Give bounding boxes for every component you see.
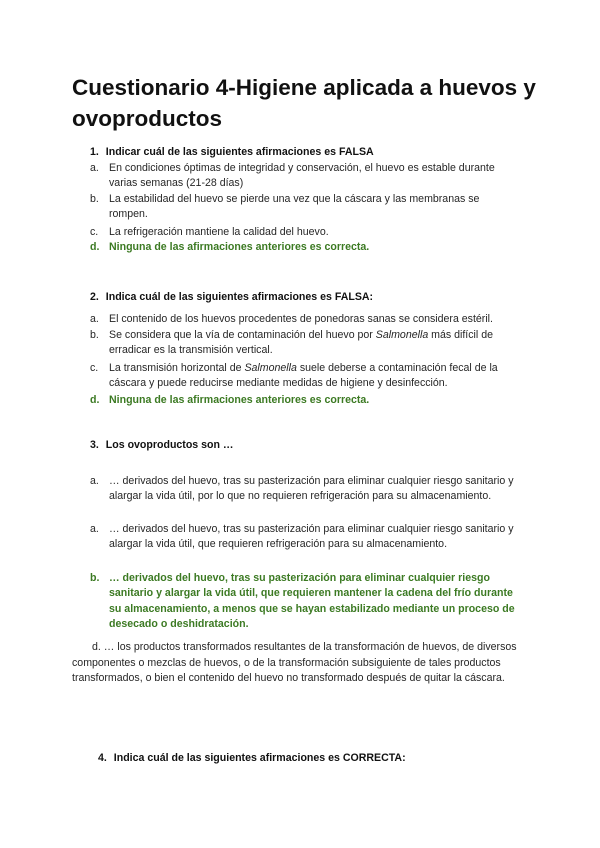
option-2a bbox=[90, 312, 520, 327]
option-text: La estabilidad del huevo se pierde una vez que la cáscara y las membranas se rompen. bbox=[109, 193, 480, 221]
option-1b bbox=[90, 192, 520, 223]
question-number: 3. bbox=[90, 439, 99, 451]
question-text: Los ovoproductos son … bbox=[105, 439, 234, 451]
option-text: … los productos transformados resultantes de la transformación de huevos, de diversos componentes o mezclas de huevos, o de la transformación subsiguiente de tales productos transformados, o bien el contenido del huevo no transformado después de quitar la cáscara. bbox=[72, 641, 517, 685]
option-3d bbox=[72, 640, 524, 687]
option-2d-correct bbox=[90, 393, 520, 408]
question-number: 4. bbox=[98, 752, 107, 764]
option-text-italic: Salmonella bbox=[244, 362, 297, 374]
option-text bbox=[109, 328, 520, 359]
option-text: … derivados del huevo, tras su pasterización para eliminar cualquier riesgo sanitario y alargar la vida útil, por lo que no requieren refrigeración para su almacenamiento. bbox=[109, 475, 514, 503]
option-letter: d. bbox=[90, 394, 100, 406]
question-number: 1. bbox=[90, 146, 99, 158]
option-letter: c. bbox=[90, 362, 99, 374]
question-1 bbox=[90, 145, 374, 159]
question-text: Indica cuál de las siguientes afirmaciones es CORRECTA: bbox=[113, 752, 406, 764]
option-1d-correct bbox=[90, 240, 520, 255]
option-letter: a. bbox=[90, 313, 99, 325]
question-2 bbox=[90, 290, 373, 304]
option-text: … derivados del huevo, tras su pasterización para eliminar cualquier riesgo sanitario y alargar la vida útil, que requieren refrigeración para su almacenamiento. bbox=[109, 523, 514, 551]
option-text: La refrigeración mantiene la calidad del huevo. bbox=[109, 226, 329, 238]
option-letter: c. bbox=[90, 226, 99, 238]
option-text: Ninguna de las afirmaciones anteriores es correcta. bbox=[109, 394, 370, 406]
option-letter: b. bbox=[90, 193, 99, 205]
option-1a bbox=[90, 161, 520, 192]
option-letter: b. bbox=[90, 329, 99, 341]
option-text-part: suele deberse a contaminación fecal de la cáscara y puede reducirse mediante medidas de higiene y desinfección. bbox=[109, 362, 498, 390]
option-letter: a. bbox=[90, 162, 99, 174]
question-number: 2. bbox=[90, 291, 99, 303]
option-letter: d. bbox=[92, 641, 101, 653]
option-text: En condiciones óptimas de integridad y conservación, el huevo es estable durante varias semanas (21-28 días) bbox=[109, 162, 495, 190]
option-text-italic: Salmonella bbox=[375, 329, 429, 341]
option-text: … derivados del huevo, tras su pasterización para eliminar cualquier riesgo sanitario y alargar la vida útil, que requieren mantener la cadena del frío durante su almacenamiento, a menos que se hayan estabilizado mediante un proceso de desecado o deshidratación. bbox=[109, 572, 515, 630]
option-letter: d. bbox=[90, 241, 100, 253]
option-3b-correct bbox=[90, 571, 520, 632]
option-3a-second bbox=[90, 522, 520, 553]
option-3a bbox=[90, 474, 520, 505]
option-1c bbox=[90, 225, 520, 240]
option-text-part: más difícil de erradicar es la transmisión vertical. bbox=[109, 329, 493, 357]
option-2c bbox=[90, 361, 520, 392]
page-title: Cuestionario 4-Higiene aplicada a huevos y ovoproductos bbox=[72, 75, 536, 131]
option-text: El contenido de los huevos procedentes de ponedoras sanas se considera estéril. bbox=[109, 313, 493, 325]
option-letter: a. bbox=[90, 475, 99, 487]
option-text bbox=[109, 361, 520, 392]
option-2b bbox=[90, 328, 520, 359]
option-text-part: Se considera que la vía de contaminación del huevo por bbox=[109, 329, 376, 341]
question-4 bbox=[98, 751, 406, 765]
option-text: Ninguna de las afirmaciones anteriores es correcta. bbox=[109, 241, 370, 253]
option-text-part: La transmisión horizontal de bbox=[109, 362, 245, 374]
option-letter: b. bbox=[90, 572, 100, 584]
question-text: Indica cuál de las siguientes afirmaciones es FALSA: bbox=[105, 291, 374, 303]
question-3 bbox=[90, 438, 234, 452]
question-text: Indicar cuál de las siguientes afirmaciones es FALSA bbox=[105, 146, 374, 158]
option-letter: a. bbox=[90, 523, 99, 535]
